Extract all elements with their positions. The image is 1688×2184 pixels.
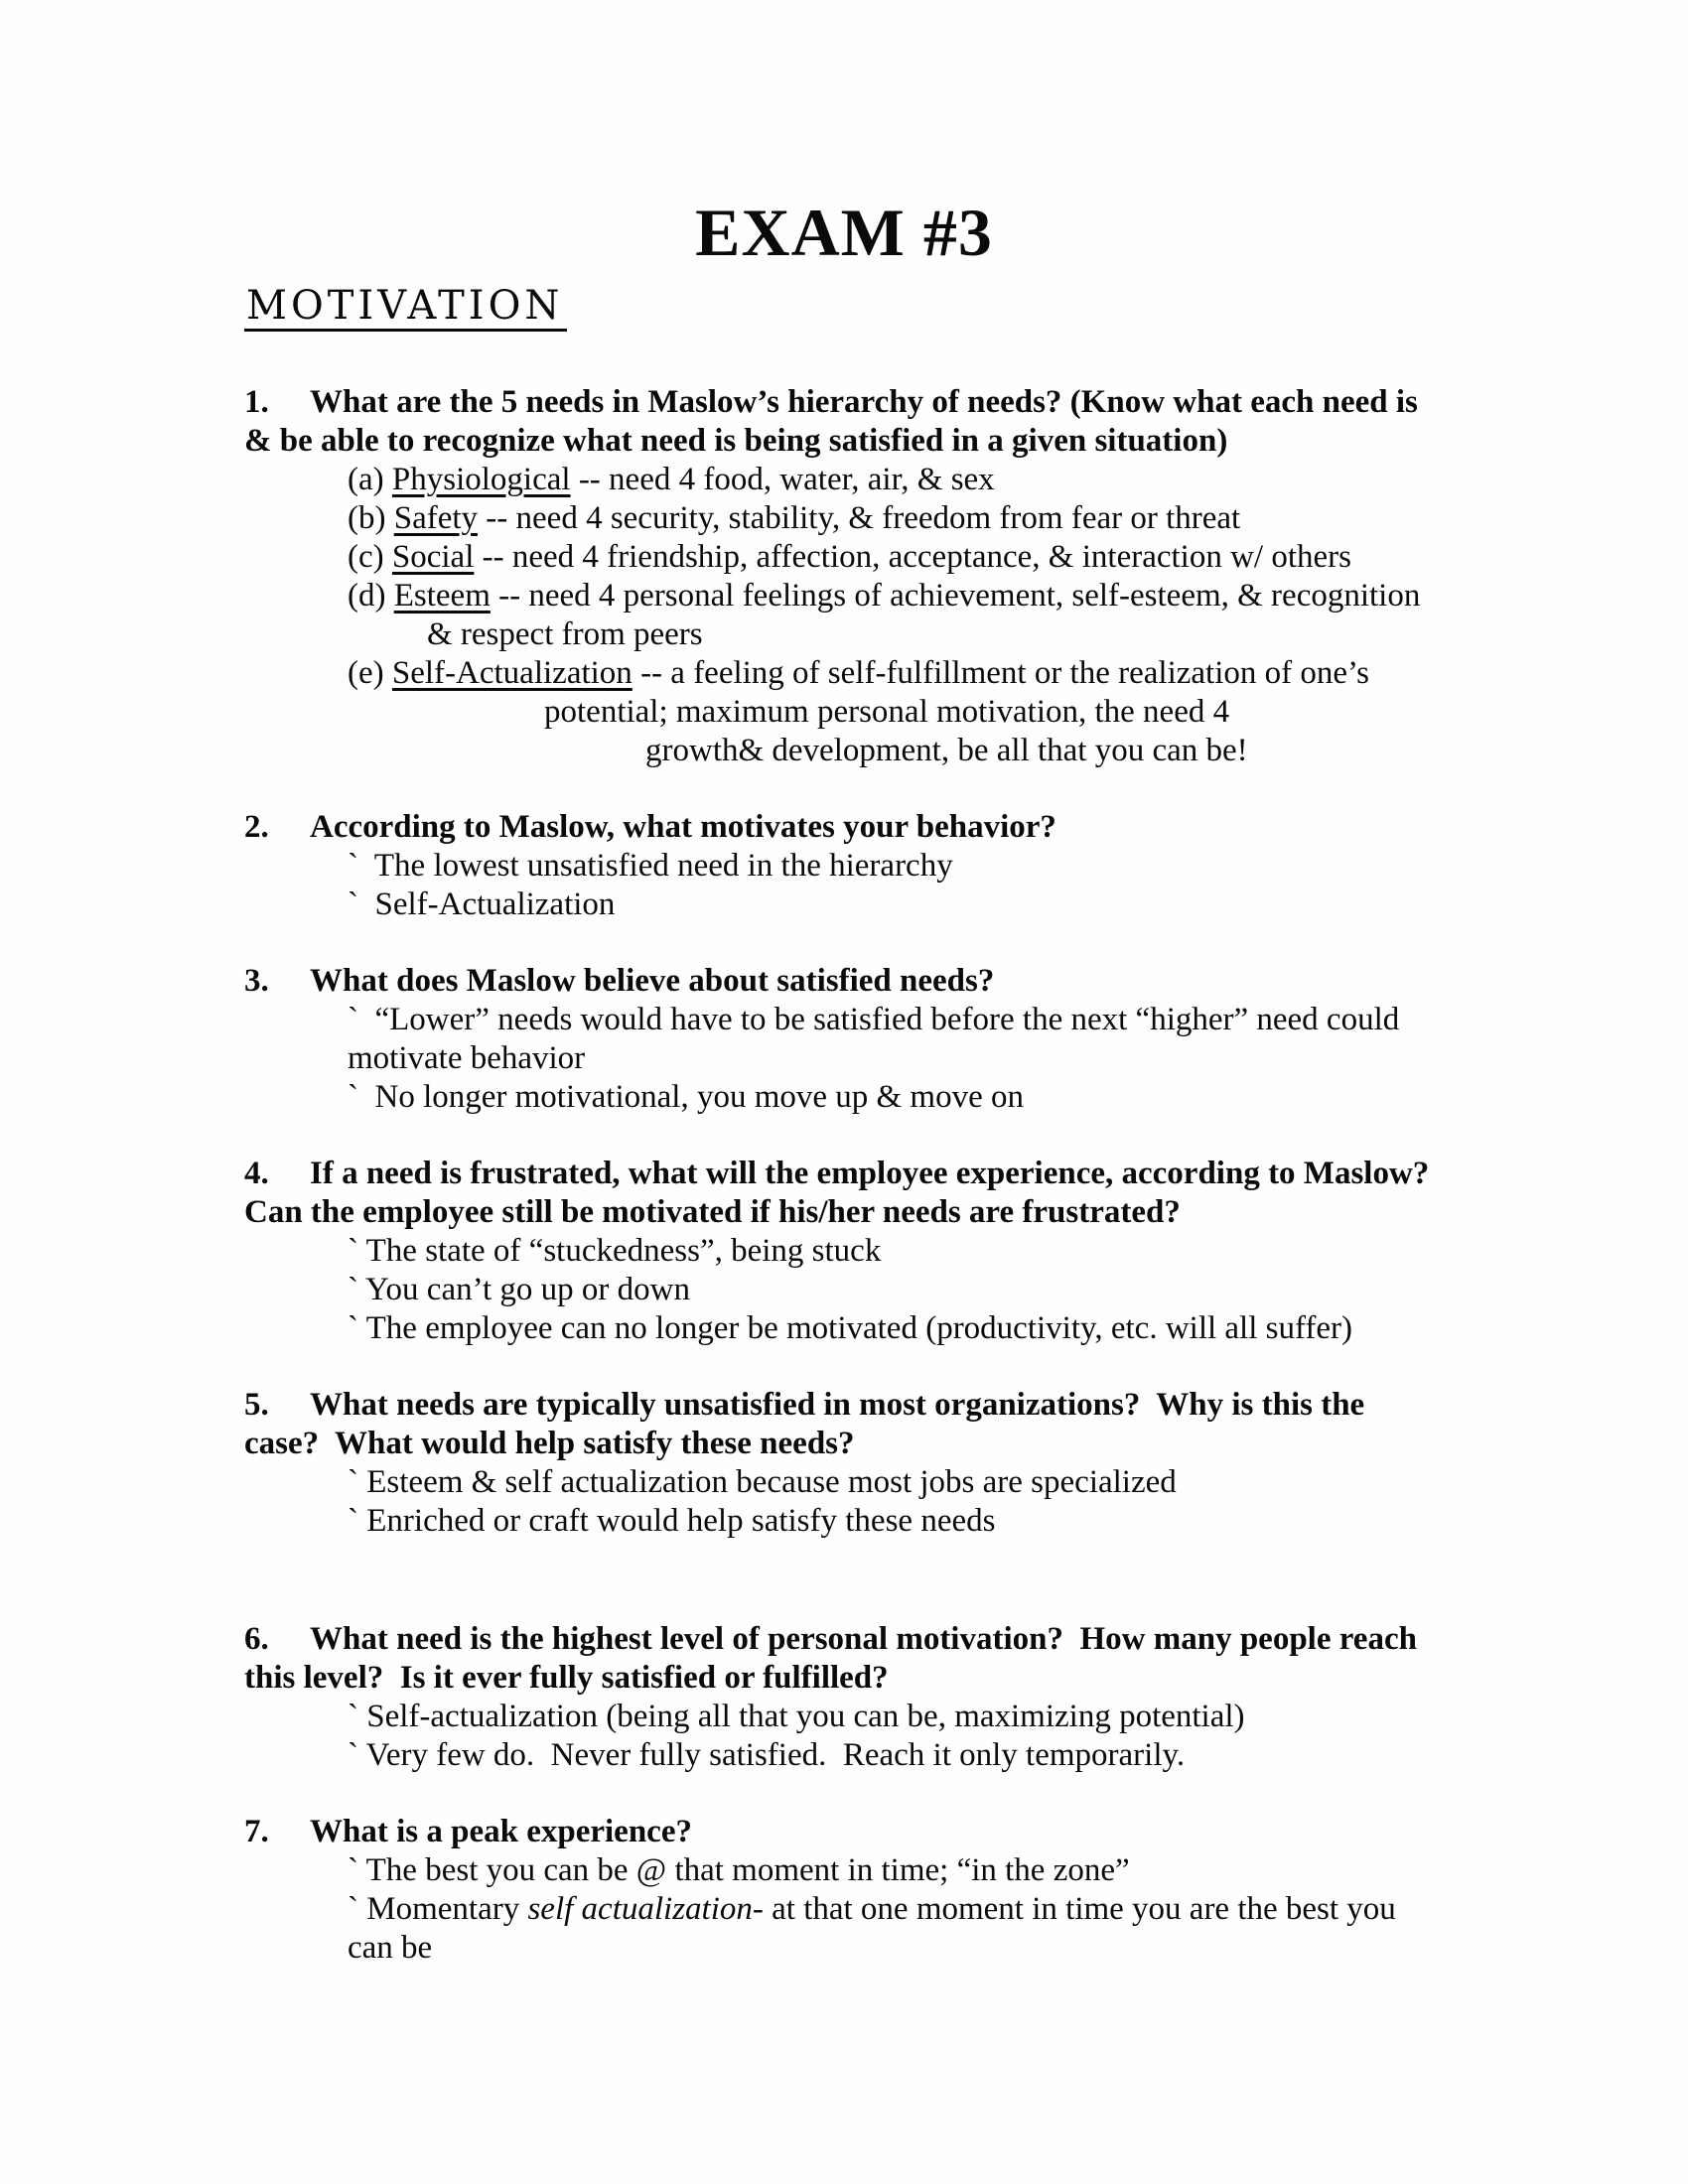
answer-line (348, 1039, 1549, 1078)
question-prompt-line (244, 1659, 1549, 1698)
answer-text-segment: Esteem & self actualization because most jobs are specialized (358, 1464, 1177, 1500)
bullet-glyph: ` (348, 1002, 358, 1037)
question-prompt-line (244, 1386, 1549, 1425)
answer-line (348, 577, 1549, 615)
section-heading: MOTIVATION (244, 286, 567, 332)
answer-text-segment: -- need 4 friendship, affection, acceptance, & interaction w/ others (474, 539, 1351, 575)
question-text: What need is the highest level of personal motivation? How many people reach (310, 1621, 1417, 1657)
answer-text-segment: Safety (393, 500, 479, 536)
answer-text-segment: can be (348, 1930, 433, 1966)
question-prompt-line (244, 422, 1549, 461)
answer-text-segment: self actualization (527, 1891, 753, 1927)
question-block (244, 1813, 1549, 1968)
answer-text-segment: The best you can be @ that moment in time; “in the zone” (358, 1852, 1130, 1888)
answer-line (348, 499, 1549, 538)
answer-line (348, 1890, 1549, 1929)
answer-text-segment: (a) (348, 462, 392, 497)
question-prompt-line (244, 1155, 1549, 1193)
answer-text-segment: Very few do. Never fully satisfied. Reach it only temporarily. (358, 1737, 1186, 1773)
question-prompt-line (244, 383, 1549, 422)
question-text: According to Maslow, what motivates your behavior? (310, 809, 1056, 845)
answer-text-segment: growth& development, be all that you can be! (645, 733, 1248, 768)
answer-line (348, 847, 1549, 886)
answer-line (348, 1232, 1549, 1271)
answer-text-segment: Esteem (393, 578, 491, 614)
answer-line (348, 1078, 1549, 1117)
answer-line (645, 732, 1549, 770)
answer-text-segment: You can’t go up or down (358, 1272, 690, 1307)
answer-text-segment: -- need 4 personal feelings of achievement, self-esteem, & recognition (490, 578, 1421, 614)
bullet-glyph: ` (348, 1464, 358, 1500)
answer-text-segment: Physiological (391, 462, 571, 497)
question-text: If a need is frustrated, what will the employee experience, according to Maslow? (310, 1156, 1430, 1191)
answer-line (427, 615, 1549, 654)
question-prompt-line (244, 962, 1549, 1001)
answer-line (348, 654, 1549, 693)
answer-text-segment: (d) (348, 578, 394, 614)
question-block (244, 383, 1549, 770)
answer-text-segment: The state of “stuckedness”, being stuck (358, 1233, 882, 1269)
answer-text-segment: The lowest unsatisfied need in the hierarchy (358, 848, 953, 884)
page-title: EXAM #3 (695, 195, 993, 270)
answer-text-segment: Self-actualization (being all that you can be, maximizing potential) (358, 1699, 1245, 1734)
question-block (244, 1386, 1549, 1541)
question-number: 5. (244, 1387, 269, 1423)
questions-list (244, 383, 1549, 1968)
answer-text-segment: No longer motivational, you move up & move on (358, 1079, 1024, 1115)
answer-line (348, 886, 1549, 924)
bullet-glyph: ` (348, 1233, 358, 1269)
answer-text-segment: Self-Actualization (358, 887, 616, 922)
answer-text-segment: (c) (348, 539, 392, 575)
answer-text-segment: - at that one moment in time you are the best you (752, 1891, 1396, 1927)
answer-text-segment: -- need 4 security, stability, & freedom from fear or threat (478, 500, 1241, 536)
question-number: 1. (244, 384, 269, 420)
answer-text-segment: Self-Actualization (391, 655, 633, 691)
question-prompt-line (244, 1620, 1549, 1659)
question-number: 3. (244, 963, 269, 999)
bullet-glyph: ` (348, 1737, 358, 1773)
bullet-glyph: ` (348, 1852, 358, 1888)
question-number: 4. (244, 1156, 269, 1191)
question-number: 7. (244, 1814, 269, 1849)
question-text: case? What would help satisfy these needs? (244, 1426, 855, 1461)
question-text: What does Maslow believe about satisfied needs? (310, 963, 995, 999)
bullet-glyph: ` (348, 1310, 358, 1346)
answer-text-segment: (e) (348, 655, 392, 691)
question-text: What needs are typically unsatisfied in most organizations? Why is this the (310, 1387, 1365, 1423)
answer-text-segment: (b) (348, 500, 394, 536)
answer-text-segment: “Lower” needs would have to be satisfied before the next “higher” need could (358, 1002, 1400, 1037)
answer-line (348, 1001, 1549, 1039)
answer-line (348, 1929, 1549, 1968)
question-prompt-line (244, 1193, 1549, 1232)
answer-line (348, 1736, 1549, 1775)
question-number: 6. (244, 1621, 269, 1657)
answer-text-segment: The employee can no longer be motivated (productivity, etc. will all suffer) (358, 1310, 1352, 1346)
question-text: & be able to recognize what need is being satisfied in a given situation) (244, 423, 1228, 459)
question-block (244, 1155, 1549, 1348)
answer-text-segment: Social (391, 539, 475, 575)
question-prompt-line (244, 1425, 1549, 1463)
bullet-glyph: ` (348, 1272, 358, 1307)
answer-line (348, 1698, 1549, 1736)
question-number: 2. (244, 809, 269, 845)
question-prompt-line (244, 808, 1549, 847)
answer-line (348, 1851, 1549, 1890)
question-block (244, 1620, 1549, 1775)
bullet-glyph: ` (348, 887, 358, 922)
bullet-glyph: ` (348, 1503, 358, 1539)
answer-text-segment: Momentary (358, 1891, 528, 1927)
answer-text-segment: & respect from peers (427, 616, 703, 652)
answer-text-segment: Enriched or craft would help satisfy these needs (358, 1503, 996, 1539)
answer-line (348, 1309, 1549, 1348)
bullet-glyph: ` (348, 1891, 358, 1927)
answer-text-segment: -- need 4 food, water, air, & sex (570, 462, 995, 497)
answer-text-segment: -- a feeling of self-fulfillment or the realization of one’s (632, 655, 1370, 691)
question-block (244, 808, 1549, 924)
answer-line (544, 693, 1549, 732)
question-text: this level? Is it ever fully satisfied or fulfilled? (244, 1660, 889, 1696)
answer-line (348, 1463, 1549, 1502)
answer-text-segment: potential; maximum personal motivation, the need 4 (544, 694, 1230, 730)
question-text: What is a peak experience? (310, 1814, 692, 1849)
bullet-glyph: ` (348, 1699, 358, 1734)
question-prompt-line (244, 1813, 1549, 1851)
answer-line (348, 461, 1549, 499)
question-text: Can the employee still be motivated if his/her needs are frustrated? (244, 1194, 1181, 1230)
question-block (244, 962, 1549, 1117)
answer-line (348, 1502, 1549, 1541)
bullet-glyph: ` (348, 848, 358, 884)
answer-line (348, 538, 1549, 577)
bullet-glyph: ` (348, 1079, 358, 1115)
answer-text-segment: motivate behavior (348, 1040, 586, 1076)
answer-line (348, 1271, 1549, 1309)
question-text: What are the 5 needs in Maslow’s hierarchy of needs? (Know what each need is (310, 384, 1418, 420)
